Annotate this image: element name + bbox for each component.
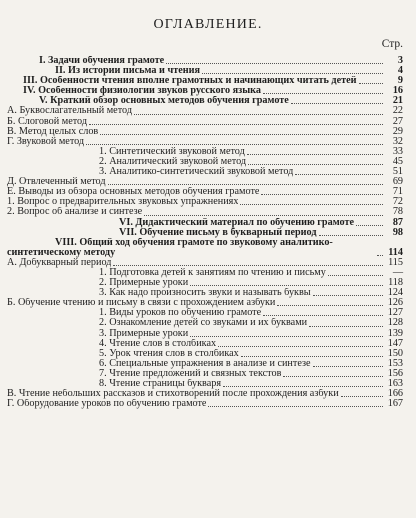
leader-dots <box>113 265 383 266</box>
toc-entry-page: 51 <box>392 166 403 178</box>
leader-dots <box>134 114 383 115</box>
toc-entry <box>7 177 403 187</box>
toc-entry <box>7 197 403 207</box>
leader-dots <box>295 174 383 175</box>
toc-entry-title: 1. Вопрос о предварительных звуковых упражнениях <box>7 197 239 208</box>
toc-entry <box>7 147 403 157</box>
toc-entry-title: VII. Обучение письму в букварный период <box>119 227 317 238</box>
leader-dots <box>240 204 383 205</box>
toc-entry-page: 118 <box>388 277 403 289</box>
toc-entry-title: VIII. Общий ход обучения грамоте по звуковому аналитико-синтетическому методу <box>7 237 333 258</box>
toc-entry-page: 87 <box>392 216 403 228</box>
toc-entry-page: 150 <box>387 347 403 359</box>
toc-entry-page: 124 <box>387 287 403 299</box>
toc-entry-page: 98 <box>392 226 403 238</box>
toc-entry-title: V. Краткий обзор основных методов обучения грамоте <box>39 96 289 107</box>
leader-dots <box>313 295 383 296</box>
leader-dots <box>341 396 383 397</box>
toc-entry-title: 6. Специальные упражнения в анализе и синтезе <box>99 358 311 369</box>
toc-list <box>7 56 403 409</box>
toc-entry-title: Б. Обучение чтению и письму в связи с прохождением азбуки <box>7 298 276 309</box>
toc-entry-page: 128 <box>387 317 403 329</box>
toc-entry-page: 114 <box>388 246 403 258</box>
toc-entry-title: VI. Дидактический материал по обучению грамоте <box>119 217 354 228</box>
toc-entry-page: 4 <box>397 65 403 77</box>
page-column-label: Стр. <box>381 38 403 50</box>
toc-entry <box>7 96 403 106</box>
leader-dots <box>218 346 383 347</box>
toc-entry-title: 8. Чтение страницы букваря <box>99 379 222 389</box>
toc-entry-page: 167 <box>387 398 403 410</box>
toc-entry-page: 166 <box>387 388 403 400</box>
toc-entry <box>7 127 403 137</box>
toc-entry-title: Г. Оборудование уроков по обучению грамоте <box>7 399 207 410</box>
toc-entry-page: — <box>392 266 403 278</box>
toc-entry-page: 33 <box>392 145 403 157</box>
leader-dots <box>309 326 383 327</box>
toc-entry-title: Е. Выводы из обзора основных методов обучения грамоте <box>7 187 260 198</box>
toc-entry <box>7 329 403 339</box>
leader-dots <box>241 356 383 357</box>
toc-entry-page: 78 <box>392 206 403 218</box>
toc-entry <box>7 298 403 308</box>
toc-entry-page: 45 <box>392 155 403 167</box>
leader-dots <box>263 315 383 316</box>
toc-entry <box>7 288 403 298</box>
toc-entry-title: 3. Как надо произносить звуки и называть буквы <box>99 288 311 299</box>
toc-entry <box>7 106 403 116</box>
toc-entry-title: А. Буквослагательный метод <box>7 106 133 117</box>
toc-entry-page: 71 <box>392 186 403 198</box>
leader-dots <box>190 285 383 286</box>
toc-entry-title: II. Из истории письма и чтения <box>55 66 200 77</box>
toc-entry <box>7 399 403 409</box>
toc-entry-page: 156 <box>387 367 403 379</box>
leader-dots <box>108 184 383 185</box>
toc-entry-title: IV. Особенности физиологии звуков русского языка <box>23 86 261 97</box>
leader-dots <box>291 103 383 104</box>
toc-entry <box>7 389 403 399</box>
toc-entry-title: А. Добукварный период <box>7 257 112 268</box>
toc-entry-title: 5. Урок чтения слов в столбиках <box>99 348 239 359</box>
leader-dots <box>356 225 383 226</box>
toc-entry <box>7 258 403 268</box>
toc-entry-page: 29 <box>392 125 403 137</box>
leader-dots <box>313 366 383 367</box>
leader-dots <box>359 83 384 84</box>
leader-dots <box>166 63 383 64</box>
toc-entry-page: 21 <box>392 95 403 107</box>
leader-dots <box>283 376 383 377</box>
toc-entry-page: 69 <box>392 176 403 188</box>
toc-entry <box>7 76 403 86</box>
leader-dots <box>248 164 383 165</box>
toc-entry <box>7 349 403 359</box>
leader-dots <box>100 134 383 135</box>
toc-entry-page: 147 <box>387 337 403 349</box>
toc-entry-page: 153 <box>387 357 403 369</box>
toc-entry <box>7 318 403 328</box>
toc-entry-title: 2. Аналитический звуковой метод <box>99 156 247 167</box>
toc-entry-page: 163 <box>387 378 403 389</box>
toc-entry <box>7 137 403 147</box>
toc-entry-title: 1. Подготовка детей к занятиям по чтению и письму <box>99 267 326 278</box>
toc-entry-page: 115 <box>388 256 403 268</box>
toc-entry-title: 2. Ознакомление детей со звуками и их буквами <box>99 318 308 329</box>
leader-dots <box>208 406 383 407</box>
toc-entry <box>7 379 403 389</box>
toc-entry <box>7 167 403 177</box>
toc-entry <box>7 268 403 278</box>
toc-entry-page: 22 <box>392 105 403 117</box>
leader-dots <box>202 73 383 74</box>
toc-entry <box>7 207 403 217</box>
toc-entry <box>7 238 403 258</box>
leader-dots <box>263 93 383 94</box>
toc-entry-page: 32 <box>392 135 403 147</box>
toc-entry-title: 2. Вопрос об анализе и синтезе <box>7 207 143 218</box>
toc-entry-title: Г. Звуковой метод <box>7 136 85 147</box>
toc-entry <box>7 66 403 76</box>
toc-entry <box>7 187 403 197</box>
leader-dots <box>377 255 383 256</box>
leader-dots <box>86 144 383 145</box>
toc-entry-title: 4. Чтение слов в столбиках <box>99 338 217 349</box>
toc-entry-page: 9 <box>397 75 403 87</box>
toc-entry-page: 126 <box>387 297 403 309</box>
toc-entry-title: 3. Аналитико-синтетический звуковой метод <box>99 167 294 178</box>
toc-entry-page: 72 <box>392 196 403 208</box>
toc-entry-title: 3. Примерные уроки <box>99 328 189 339</box>
leader-dots <box>144 215 383 216</box>
leader-dots <box>277 305 383 306</box>
toc-entry-title: Д. Отвлеченный метод <box>7 177 106 188</box>
toc-entry <box>7 339 403 349</box>
leader-dots <box>247 154 383 155</box>
toc-entry-page: 127 <box>387 307 403 319</box>
leader-dots <box>261 194 383 195</box>
toc-entry <box>7 56 403 66</box>
toc-entry <box>7 369 403 379</box>
toc-entry-title: III. Особенности чтения вполне грамотных и начинающих читать детей <box>23 76 357 87</box>
toc-entry <box>7 157 403 167</box>
toc-entry <box>7 86 403 96</box>
toc-entry <box>7 359 403 369</box>
toc-entry-title: 7. Чтение предложений и связных текстов <box>99 368 282 379</box>
toc-entry <box>7 228 403 238</box>
toc-entry <box>7 308 403 318</box>
leader-dots <box>223 386 383 387</box>
toc-entry-title: 2. Примерные уроки <box>99 278 189 289</box>
toc-entry-title: 1. Виды уроков по обучению грамоте <box>99 308 262 319</box>
leader-dots <box>89 124 383 125</box>
toc-entry <box>7 278 403 288</box>
page-title: ОГЛАВЛЕНИЕ. <box>153 17 263 32</box>
leader-dots <box>319 235 383 236</box>
toc-entry-title: Б. Слоговой метод <box>7 116 88 127</box>
toc-entry-title: В. Чтение небольших рассказов и стихотворений после прохождения азбуки <box>7 389 339 400</box>
leader-dots <box>190 336 383 337</box>
toc-entry-page: 16 <box>392 85 403 97</box>
toc-entry-title: В. Метод целых слов <box>7 126 99 137</box>
toc-entry-page: 3 <box>397 55 403 66</box>
toc-entry-title: 1. Синтетический звуковой метод <box>99 146 245 157</box>
leader-dots <box>328 275 383 276</box>
toc-entry-title: I. Задачи обучения грамоте <box>39 56 165 66</box>
toc-entry <box>7 117 403 127</box>
toc-entry <box>7 218 403 228</box>
toc-entry-page: 139 <box>387 327 403 339</box>
toc-entry-page: 27 <box>392 115 403 127</box>
